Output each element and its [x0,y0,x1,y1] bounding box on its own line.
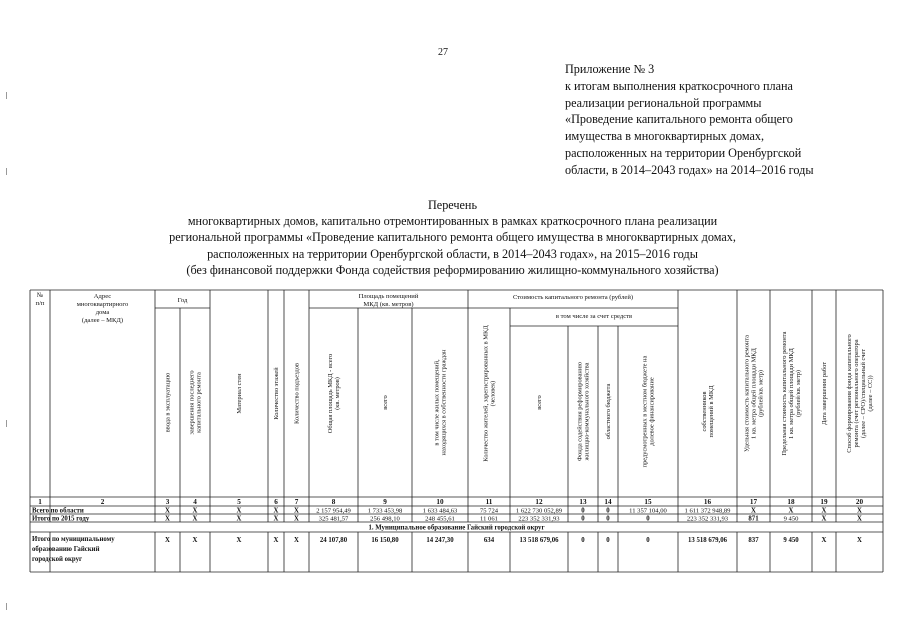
header-cost-group: Стоимость капитального ремонта (рублей) [512,294,634,301]
table-cell: X [165,515,170,523]
table-cell: X [273,507,279,515]
column-number: 14 [604,498,612,506]
table-cell: 0 [606,507,610,515]
column-number: 9 [383,498,387,506]
column-number: 1 [38,498,42,506]
header-vertical-label: Удельная стоимость капитального ремонта [743,334,751,453]
table-cell: 0 [646,515,650,523]
header-vertical-label: областного бюджета [605,383,612,440]
appendix-line: к итогам выполнения краткосрочного плана [565,78,793,93]
title-line: (без финансовой поддержки Фонда содействия реформированию жилищно-коммунального хозяйства) [186,262,719,277]
table-cell: 223 352 331,93 [686,515,729,523]
title-line: расположенных на территории Оренбургской области, в 2014–2043 годах», на 2015–2016 годы [207,246,698,261]
table-cell: X [165,537,170,544]
column-number: 6 [274,498,278,506]
table-cell: 0 [581,515,585,523]
header-vertical-label: всего [536,395,543,410]
column-number: 3 [165,498,170,506]
table-cell: X [821,515,827,523]
appendix-line: «Проведение капитального ремонта общего [565,112,793,127]
row-label: Всего по области [32,507,84,515]
table-cell: 1 633 484,63 [422,507,458,515]
header-vertical-label: ремонта (счет регионального оператора [853,339,860,448]
table-cell: 0 [581,537,585,544]
header-vertical-label: всего [382,395,389,410]
header-vertical-label: Предельная стоимость капитального ремонта [781,331,788,456]
table-cell: X [294,515,299,523]
title-line: региональной программы «Проведение капитального ремонта общего имущества в многоквартирных домах, [169,230,736,245]
header-vertical-label: ввода в эксплуатацию [164,372,172,433]
page-number: 27 [438,47,448,58]
column-number: 8 [331,498,336,506]
table-cell: 1 611 372 948,89 [684,507,731,515]
header-vertical-label: собственников [701,391,708,432]
table-cell: X [821,507,827,515]
header-year-group: Год [177,297,188,304]
table-cell: X [857,515,862,523]
column-number: 7 [294,498,299,506]
table-cell: X [857,507,862,515]
table-cell: 9 450 [783,537,799,544]
header-address: дома [95,309,110,316]
table-cell: X [192,537,198,544]
header-address: многоквартирного [76,301,129,308]
table-cell: 0 [646,537,650,544]
column-number: 12 [535,498,543,506]
header-vertical-label: Материал стен [236,373,243,414]
column-number: 20 [855,498,864,506]
table-cell: X [857,537,862,544]
table-cell: 11 061 [480,515,498,523]
header-vertical-label: (рублей/кв. метр) [795,369,802,418]
table-cell: X [294,507,299,515]
header-vertical-label: Количество жителей, зарегистрированных в МКД [482,325,490,462]
table-cell: 13 518 679,06 [519,537,559,544]
header-vertical-label: Количество этажей [273,367,280,420]
header-vertical-label: (далее – СРО)/специальный счет [860,348,867,439]
header-col-num: п/п [35,300,45,307]
header-area-group: Площадь помещений [358,293,419,300]
column-number: 11 [485,498,493,506]
table-cell: 13 518 679,06 [687,537,728,544]
header-vertical-label: Количество подъездов [293,362,301,425]
table-cell: 24 107,80 [319,537,348,544]
header-vertical-label: (далее – СС)) [867,375,874,412]
table-cell: 256 498,10 [370,515,400,523]
table-cell: 9 450 [783,515,799,523]
header-vertical-label: Способ формирования фонда капитального [846,334,853,453]
section-title: 1. Муниципальное образование Гайский городской округ [368,524,545,532]
appendix-line: Приложение № 3 [565,62,655,76]
appendix-line: расположенных на территории Оренбургской [565,145,802,160]
title-line: Перечень [427,198,478,212]
header-vertical-label: (кв. метров) [334,377,341,410]
table-cell: 14 247,30 [426,537,454,544]
column-number: 5 [237,498,241,506]
table-cell: 325 481,57 [318,515,349,523]
header-vertical-label: Дата завершения работ [821,361,828,426]
column-number: 2 [100,498,105,506]
table-cell: 0 [581,507,585,515]
header-vertical-label: (рублей/кв. метр) [757,369,765,418]
table-cell: X [236,515,242,523]
table-cell: 2 157 954,49 [316,507,351,515]
appendix-line: имущества в многоквартирных домах, [565,129,765,144]
table-cell: 871 [748,515,759,523]
table-cell: 223 352 331,93 [518,515,560,523]
header-vertical-label: в том числе жилых помещений, [433,359,441,446]
table-cell: X [273,515,279,523]
column-number: 16 [703,498,712,506]
table-cell: X [273,537,279,544]
table-cell: X [192,507,198,515]
row-label: городской округ [32,556,83,563]
table-cell: X [751,507,756,515]
header-address: Адрес [93,293,112,300]
appendix-line: области, в 2014–2043 годах» на 2014–2016 годы [565,162,814,177]
header-vertical-label: капитального ремонта [195,372,203,433]
header-vertical-label: предусмотренных в местном бюджете на [641,355,649,468]
table-cell: 1 622 730 052,89 [515,507,563,515]
table-cell: X [821,537,827,544]
column-number: 13 [579,498,587,506]
header-vertical-label: 1 кв. метра общей площади МКД [750,348,758,439]
column-number: 4 [193,498,197,506]
header-vertical-label: Общая площадь МКД - всего [327,353,334,434]
header-sources-group: в том числе за счет средств [555,313,633,320]
appendix-line: реализации региональной программы [565,95,762,110]
table-cell: 1 733 453,98 [367,507,403,515]
row-label: Итого по 2015 году [32,515,90,523]
row-label: образованию Гайский [32,546,100,553]
header-vertical-label: 1 кв. метра общей площади МКД [788,348,795,439]
header-area-group: МКД (кв. метров) [363,301,414,308]
table-cell: 0 [606,515,610,523]
table-cell: 75 724 [479,507,499,515]
column-number: 15 [644,498,652,506]
column-number: 17 [749,498,758,506]
header-col-num: № [36,292,44,299]
column-number: 10 [436,498,444,506]
table-cell: X [294,537,299,544]
table-cell: 634 [483,537,495,544]
header-vertical-label: жилищно-коммунального хозяйства [583,362,591,461]
column-number: 18 [787,498,795,506]
header-address: (далее – МКД) [81,317,124,324]
header-vertical-label: помещений в МКД [708,385,715,438]
table-cell: X [788,507,794,515]
table-cell: 837 [748,537,759,544]
table-cell: X [165,507,170,515]
header-vertical-label: Фонда содействия реформированию [576,361,584,462]
table-cell: X [236,537,242,544]
table-cell: X [192,515,198,523]
table-cell: X [236,507,242,515]
header-vertical-label: завершения последнего [188,370,196,435]
header-vertical-label: находящихся в собственности граждан [440,349,448,456]
table-cell: 0 [606,537,610,544]
column-number: 19 [820,498,828,506]
table-cell: 16 150,80 [371,537,399,544]
row-label: Итого по муниципальному [32,536,115,543]
title-line: многоквартирных домов, капитально отремонтированных в рамках краткосрочного плана реализации [187,214,718,229]
header-vertical-label: (человек) [489,380,497,407]
table-cell: 11 357 104,00 [629,507,667,515]
table-cell: 248 455,61 [425,515,455,523]
header-vertical-label: долевое финансирование [648,377,656,446]
